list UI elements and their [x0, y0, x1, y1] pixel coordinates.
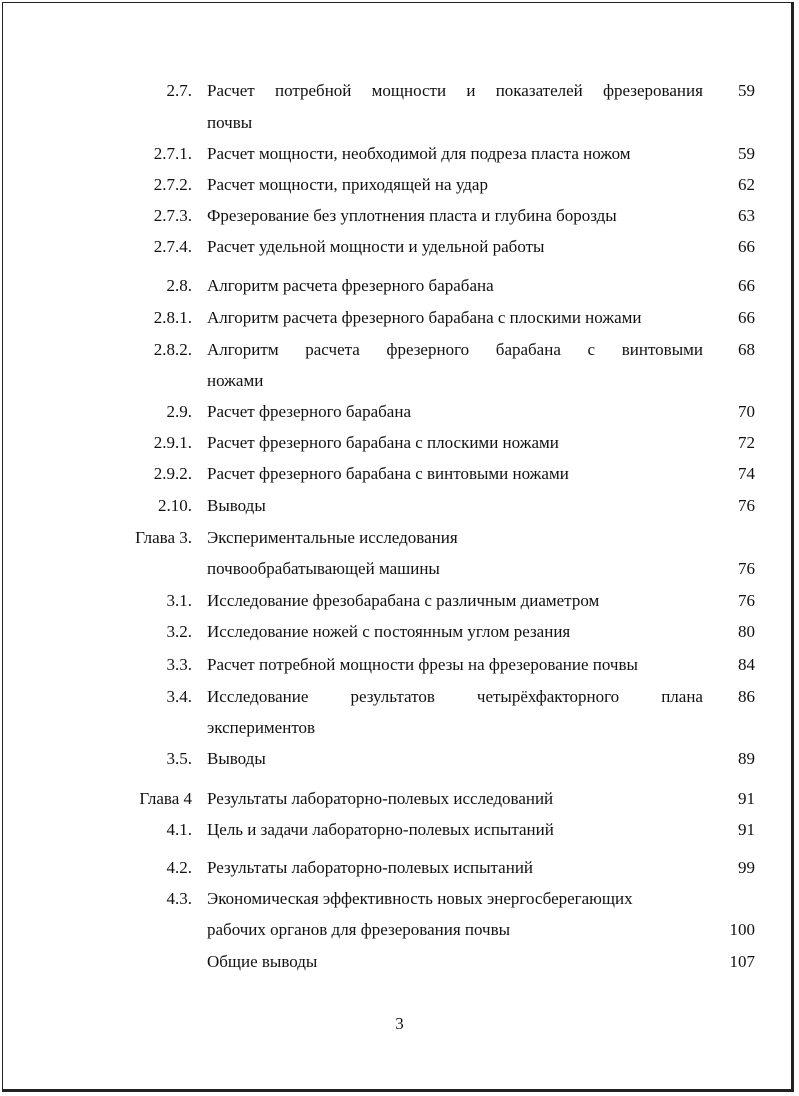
toc-page-number: 91	[738, 789, 755, 808]
toc-section-title: Выводы	[207, 749, 266, 768]
toc-row	[0, 235, 799, 259]
toc-row	[0, 856, 799, 880]
toc-page-number: 91	[738, 820, 755, 839]
toc-row	[0, 620, 799, 644]
toc-page-number: 89	[738, 749, 755, 768]
toc-section-title: Алгоритм расчета фрезерного барабана	[207, 276, 494, 295]
toc-row	[0, 918, 799, 942]
toc-title-word: четырёхфакторного	[476, 687, 620, 706]
toc-row	[0, 462, 799, 486]
toc-row	[0, 431, 799, 455]
toc-page-number: 100	[729, 920, 755, 939]
toc-section-title: Цель и задачи лабораторно-полевых испытаний	[207, 820, 554, 839]
toc-page-number: 63	[738, 206, 755, 225]
toc-section-number: 2.7.3.	[153, 206, 192, 225]
toc-page-number: 66	[738, 308, 755, 327]
toc-section-title: Исследование фрезобарабана с различным диаметром	[207, 591, 600, 610]
toc-page-number: 59	[738, 144, 755, 163]
toc-row	[0, 142, 799, 166]
toc-section-number: 2.8.	[166, 276, 192, 295]
toc-row	[0, 589, 799, 613]
toc-row	[0, 557, 799, 581]
toc-row	[0, 818, 799, 842]
toc-section-title: Расчет фрезерного барабана	[207, 402, 411, 421]
toc-section-title: Экономическая эффективность новых энергосберегающих	[207, 889, 633, 908]
toc-row	[0, 950, 799, 974]
toc-page-number: 74	[738, 464, 755, 483]
toc-row	[0, 204, 799, 228]
toc-section-number: 2.7.	[166, 81, 192, 100]
toc-row	[0, 887, 799, 911]
toc-page-number: 66	[738, 237, 755, 256]
toc-section-title: почвы	[207, 113, 253, 132]
toc-section-title: Экспериментальные исследования	[207, 528, 458, 547]
toc-row	[0, 494, 799, 518]
toc-section-title: ножами	[207, 371, 264, 390]
toc-section-number: 2.8.2.	[153, 340, 192, 359]
toc-section-title: Общие выводы	[207, 952, 318, 971]
toc-section-title: Расчет мощности, приходящей на удар	[207, 175, 488, 194]
toc-section-title: почвообрабатывающей машины	[207, 559, 440, 578]
toc-title-word: плана	[661, 687, 703, 706]
toc-section-title: Расчет фрезерного барабана с винтовыми ножами	[207, 464, 569, 483]
toc-row	[0, 400, 799, 424]
page-number: 3	[395, 1014, 404, 1033]
toc-title-word: мощности	[371, 81, 447, 100]
toc-section-number: 2.9.2.	[153, 464, 192, 483]
toc-section-number: Глава 3.	[135, 528, 192, 547]
toc-page-number: 80	[738, 622, 755, 641]
toc-page-number: 68	[738, 340, 755, 359]
toc-section-title: рабочих органов для фрезерования почвы	[207, 920, 511, 939]
toc-row	[0, 747, 799, 771]
toc-page-number: 99	[738, 858, 755, 877]
toc-page-number: 62	[738, 175, 755, 194]
toc-title-word: Алгоритм	[207, 340, 279, 359]
toc-row	[0, 79, 799, 103]
toc-row	[0, 338, 799, 362]
toc-page-number: 84	[738, 655, 755, 674]
toc-section-title	[207, 79, 703, 103]
toc-row	[0, 173, 799, 197]
toc-section-number: 2.10.	[158, 496, 192, 515]
toc-page-number: 70	[738, 402, 755, 421]
toc-section-number: 3.5.	[166, 749, 192, 768]
toc-section-title: экспериментов	[207, 718, 316, 737]
toc-row	[0, 111, 799, 135]
toc-row	[0, 716, 799, 740]
toc-title-word: Расчет	[207, 81, 255, 100]
toc-title-word: показателей	[495, 81, 583, 100]
toc-page-number: 86	[738, 687, 755, 706]
toc-page-number: 72	[738, 433, 755, 452]
toc-row	[0, 306, 799, 330]
toc-section-number: 2.7.1.	[153, 144, 192, 163]
toc-section-title: Расчет потребной мощности фрезы на фрезерование почвы	[207, 655, 638, 674]
toc-section-number: 2.8.1.	[153, 308, 192, 327]
toc-section-number: 2.9.	[166, 402, 192, 421]
toc-row	[0, 526, 799, 550]
toc-title-word: барабана	[495, 340, 561, 359]
toc-row	[0, 369, 799, 393]
toc-section-number: 2.7.4.	[153, 237, 192, 256]
toc-section-number: 3.2.	[166, 622, 192, 641]
toc-section-title	[207, 338, 703, 362]
toc-title-word: винтовыми	[621, 340, 703, 359]
toc-page-number: 76	[738, 591, 755, 610]
toc-title-word: фрезерования	[603, 81, 703, 100]
toc-page-number: 76	[738, 559, 755, 578]
toc-row	[0, 274, 799, 298]
toc-title-word: и	[466, 81, 476, 100]
toc-section-number: 3.1.	[166, 591, 192, 610]
toc-row	[0, 685, 799, 709]
toc-section-number: 4.1.	[166, 820, 192, 839]
toc-page-number: 107	[729, 952, 755, 971]
toc-title-word: с	[587, 340, 596, 359]
toc-section-title: Расчет фрезерного барабана с плоскими ножами	[207, 433, 559, 452]
toc-title-word: расчета	[305, 340, 360, 359]
toc-section-number: 4.2.	[166, 858, 192, 877]
toc-section-title: Расчет удельной мощности и удельной работы	[207, 237, 545, 256]
toc-title-word: фрезерного	[386, 340, 470, 359]
toc-section-number: Глава 4	[139, 789, 192, 808]
toc-row	[0, 787, 799, 811]
toc-section-number: 2.9.1.	[153, 433, 192, 452]
toc-row	[0, 653, 799, 677]
toc-section-title: Выводы	[207, 496, 266, 515]
toc-section-title	[207, 685, 703, 709]
toc-section-title: Алгоритм расчета фрезерного барабана с плоскими ножами	[207, 308, 642, 327]
toc-section-number: 3.4.	[166, 687, 192, 706]
toc-title-word: результатов	[350, 687, 435, 706]
toc-section-number: 3.3.	[166, 655, 192, 674]
toc-section-title: Результаты лабораторно-полевых испытаний	[207, 858, 534, 877]
toc-page-number: 76	[738, 496, 755, 515]
toc-page-number: 59	[738, 81, 755, 100]
toc-section-title: Исследование ножей с постоянным углом резания	[207, 622, 571, 641]
toc-section-number: 4.3.	[166, 889, 192, 908]
toc-section-title: Фрезерование без уплотнения пласта и глубина борозды	[207, 206, 617, 225]
toc-section-title: Результаты лабораторно-полевых исследований	[207, 789, 554, 808]
toc-section-title: Расчет мощности, необходимой для подреза пласта ножом	[207, 144, 631, 163]
toc-title-word: потребной	[274, 81, 352, 100]
toc-section-number: 2.7.2.	[153, 175, 192, 194]
toc-page-number: 66	[738, 276, 755, 295]
toc-title-word: Исследование	[207, 687, 309, 706]
